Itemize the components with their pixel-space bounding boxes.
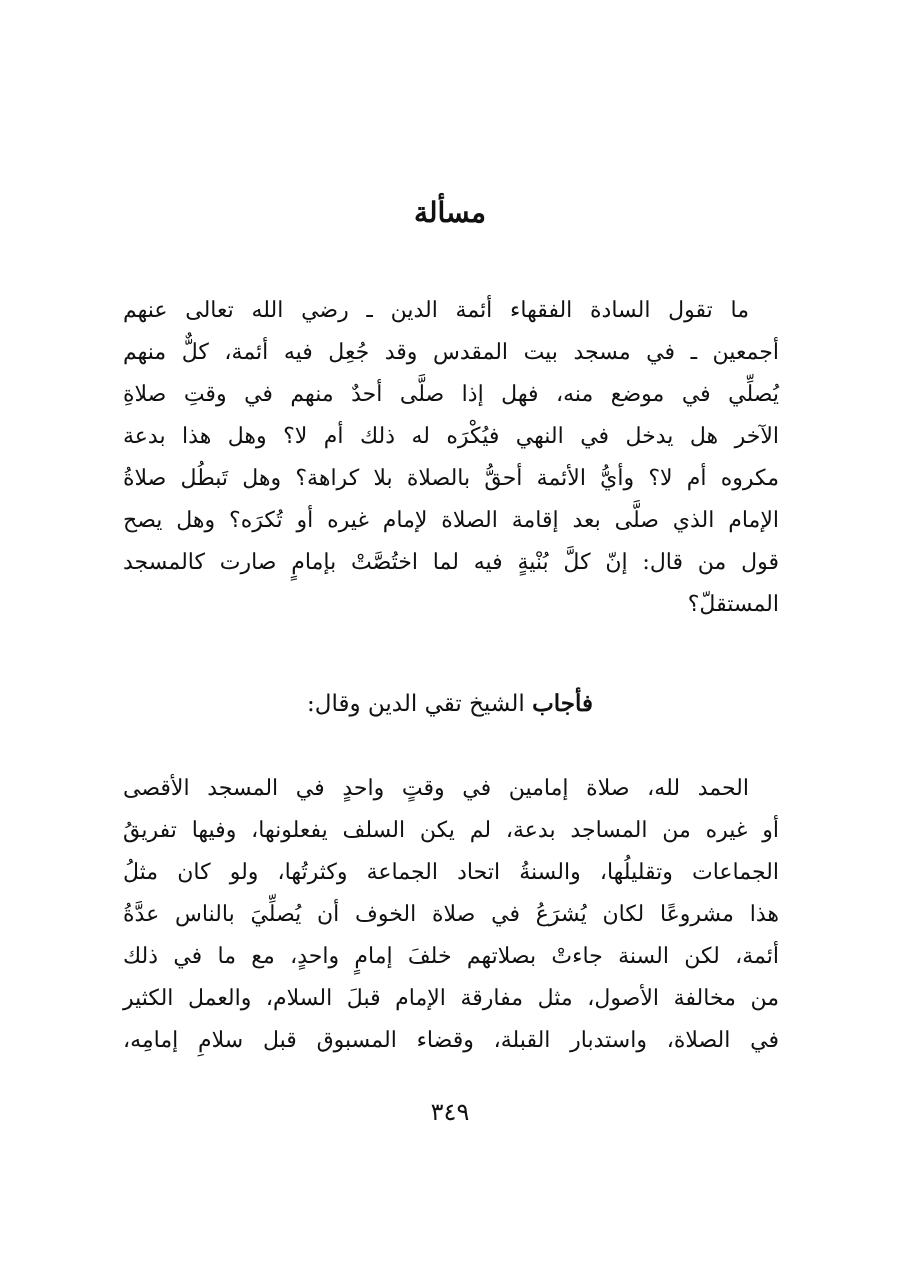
question-line: يُصلِّي في موضع منه، فهل إذا صلَّى أحدٌ منهم في وقتِ صلاةِ: [123, 382, 779, 407]
question-line: أجمعين ـ في مسجد بيت المقدس وقد جُعِل فيه أئمة، كلٌّ منهم: [123, 340, 779, 365]
question-line: ما تقول السادة الفقهاء أئمة الدين ـ رضي الله تعالى عنهم: [123, 298, 749, 323]
question-line: مكروه أم لا؟ وأيُّ الأئمة أحقُّ بالصلاة بلا كراهة؟ وهل تَبطُل صلاةُ: [123, 466, 779, 491]
question-line: قول من قال: إنّ كلَّ بُنْيةٍ فيه لما اختُصَّتْ بإمامٍ صارت كالمسجد: [123, 550, 779, 575]
question-line: الآخر هل يدخل في النهي فيُكْرَه له ذلك أم لا؟ وهل هذا بدعة: [123, 424, 779, 449]
question-line: المستقلّ؟: [687, 592, 779, 617]
answer-line: أئمة، لكن السنة جاءتْ بصلاتهم خلفَ إمامٍ واحدٍ، مع ما في ذلك: [123, 944, 779, 969]
answer-paragraph: [123, 768, 779, 1062]
answer-line: من مخالفة الأصول، مثل مفارقة الإمام قبلَ السلام، والعمل الكثير: [123, 986, 779, 1011]
page-title: مسألة: [413, 196, 487, 229]
answer-line: الحمد لله، صلاة إمامين في وقتٍ واحدٍ في المسجد الأقصى: [123, 776, 749, 801]
answer-line: الجماعات وتقليلُها، والسنةُ اتحاد الجماعة وكثرتُها، ولو كان مثلُ: [123, 860, 779, 885]
answer-line: أو غيره من المساجد بدعة، لم يكن السلف يفعلونها، وفيها تفريقُ: [123, 818, 779, 843]
answer-heading-bold: فأجاب: [532, 690, 593, 717]
page-number: ٣٤٩: [430, 1098, 470, 1126]
question-paragraph: [123, 290, 779, 626]
answer-line: في الصلاة، واستدبار القبلة، وقضاء المسبوق قبل سلامِ إمامِه،: [123, 1028, 779, 1053]
answer-heading: [0, 690, 900, 717]
question-line: الإمام الذي صلَّى بعد إقامة الصلاة لإمام غيره أو تُكرَه؟ وهل يصح: [123, 508, 779, 533]
answer-line: هذا مشروعًا لكان يُشرَعُ في صلاة الخوف أن يُصلِّيَ بالناس عدَّةُ: [123, 902, 779, 927]
answer-heading-rest: الشيخ تقي الدين وقال:: [307, 691, 533, 717]
